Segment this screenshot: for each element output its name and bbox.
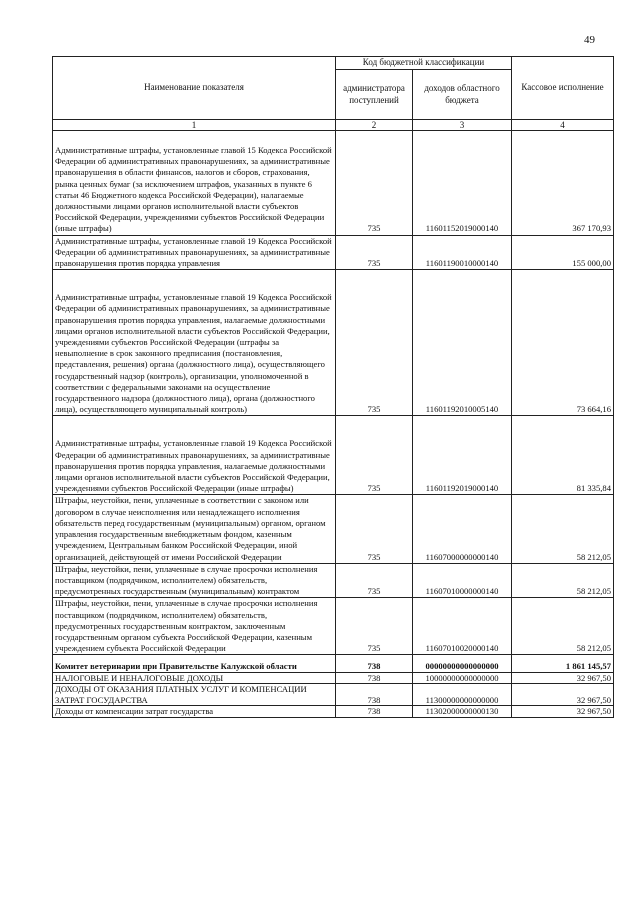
row-amount: 32 967,50 bbox=[512, 672, 614, 684]
row-admin-code: 738 bbox=[336, 706, 413, 718]
row-admin-code: 735 bbox=[336, 235, 413, 270]
table-row bbox=[53, 131, 614, 236]
row-name: Комитет ветеринарии при Правительстве Калужской области bbox=[53, 655, 336, 673]
column-number-4: 4 bbox=[512, 120, 614, 131]
row-admin-code: 735 bbox=[336, 270, 413, 416]
table-row bbox=[53, 684, 614, 706]
row-admin-code: 738 bbox=[336, 684, 413, 706]
table-row bbox=[53, 495, 614, 563]
column-number-3: 3 bbox=[413, 120, 512, 131]
row-admin-code: 735 bbox=[336, 598, 413, 655]
table-row bbox=[53, 563, 614, 598]
row-amount: 32 967,50 bbox=[512, 706, 614, 718]
row-name: Доходы от компенсации затрат государства bbox=[53, 706, 336, 718]
header-admin-column: администратора поступлений bbox=[336, 70, 413, 120]
page-number: 49 bbox=[584, 34, 595, 46]
table-row bbox=[53, 270, 614, 416]
column-number-2: 2 bbox=[336, 120, 413, 131]
row-amount: 367 170,93 bbox=[512, 131, 614, 236]
row-admin-code: 735 bbox=[336, 563, 413, 598]
table-row bbox=[53, 706, 614, 718]
row-name: Административные штрафы, установленные главой 19 Кодекса Российской Федерации об административных правонарушениях, за административные правонарушения против порядка управления bbox=[53, 235, 336, 270]
row-admin-code: 735 bbox=[336, 416, 413, 495]
row-amount: 81 335,84 bbox=[512, 416, 614, 495]
row-name: Штрафы, неустойки, пени, уплаченные в соответствии с законом или договором в случае неисполнения или ненадлежащего исполнения обязательств перед государственным (муниципальным) органом, органом управления государственным внебюджетным фондом, казенным учреждением, Центральным банком Российской Федерации, иной организацией, действующей от имени Российской Федерации bbox=[53, 495, 336, 563]
row-amount: 155 000,00 bbox=[512, 235, 614, 270]
table-row bbox=[53, 672, 614, 684]
row-income-code: 11601190010000140 bbox=[413, 235, 512, 270]
row-amount: 58 212,05 bbox=[512, 563, 614, 598]
row-income-code: 11607010000000140 bbox=[413, 563, 512, 598]
row-name: ДОХОДЫ ОТ ОКАЗАНИЯ ПЛАТНЫХ УСЛУГ И КОМПЕНСАЦИИ ЗАТРАТ ГОСУДАРСТВА bbox=[53, 684, 336, 706]
row-income-code: 11601192010005140 bbox=[413, 270, 512, 416]
row-name: Административные штрафы, установленные главой 19 Кодекса Российской Федерации об административных правонарушениях, за административные правонарушения против порядка управления, налагаемые должностными лицами органов исполнительной власти субъектов Российской Федерации, учреждениями субъектов Российской Федерации (штрафы за невыполнение в срок законного предписания (постановления, представления, решения) органа (должностного лица), осуществляющего государственный надзор (контроль), организации, уполномоченной в соответствии с федеральными законами на осуществление государственного надзора (должностного лица), органа (должностного лица), осуществляющего муниципальный контроль) bbox=[53, 270, 336, 416]
table-row bbox=[53, 416, 614, 495]
row-name: НАЛОГОВЫЕ И НЕНАЛОГОВЫЕ ДОХОДЫ bbox=[53, 672, 336, 684]
row-income-code: 11302000000000130 bbox=[413, 706, 512, 718]
row-amount: 73 664,16 bbox=[512, 270, 614, 416]
row-income-code: 10000000000000000 bbox=[413, 672, 512, 684]
table-row bbox=[53, 235, 614, 270]
row-name: Административные штрафы, установленные главой 15 Кодекса Российской Федерации об административных правонарушениях, за административные правонарушения в области финансов, налогов и сборов, страхования, рынка ценных бумаг (за исключением штрафов, указанных в пункте 6 статьи 46 Бюджетного кодекса Российской Федерации), налагаемые должностными лицами органов исполнительной власти субъектов Российской Федерации, учреждениями субъектов Российской Федерации (иные штрафы) bbox=[53, 131, 336, 236]
row-income-code: 00000000000000000 bbox=[413, 655, 512, 673]
header-cash-execution: Кассовое исполнение bbox=[512, 57, 614, 120]
row-name: Административные штрафы, установленные главой 19 Кодекса Российской Федерации об административных правонарушениях, за административные правонарушения против порядка управления, налагаемые должностными лицами органов исполнительной власти субъектов Российской Федерации, учреждениями субъектов Российской Федерации (иные штрафы) bbox=[53, 416, 336, 495]
row-amount: 58 212,05 bbox=[512, 495, 614, 563]
table-row bbox=[53, 598, 614, 655]
row-income-code: 11607000000000140 bbox=[413, 495, 512, 563]
row-admin-code: 738 bbox=[336, 672, 413, 684]
row-name: Штрафы, неустойки, пени, уплаченные в случае просрочки исполнения поставщиком (подрядчиком, исполнителем) обязательств, предусмотренных государственным (муниципальным) контрактом bbox=[53, 563, 336, 598]
row-income-code: 11601152019000140 bbox=[413, 131, 512, 236]
header-income-column: доходов областного бюджета bbox=[413, 70, 512, 120]
header-classification-group: Код бюджетной классификации bbox=[336, 57, 512, 70]
column-number-1: 1 bbox=[53, 120, 336, 131]
budget-execution-table bbox=[52, 56, 614, 718]
row-amount: 1 861 145,57 bbox=[512, 655, 614, 673]
row-amount: 32 967,50 bbox=[512, 684, 614, 706]
row-name: Штрафы, неустойки, пени, уплаченные в случае просрочки исполнения поставщиком (подрядчиком, исполнителем) обязательств, предусмотренных государственным контрактом, заключенным государственным органом субъекта Российской Федерации, казенным учреждением субъекта Российской Федерации bbox=[53, 598, 336, 655]
row-income-code: 11601192019000140 bbox=[413, 416, 512, 495]
row-income-code: 11300000000000000 bbox=[413, 684, 512, 706]
row-admin-code: 735 bbox=[336, 495, 413, 563]
row-admin-code: 738 bbox=[336, 655, 413, 673]
row-income-code: 11607010020000140 bbox=[413, 598, 512, 655]
row-admin-code: 735 bbox=[336, 131, 413, 236]
table-row-committee-total bbox=[53, 655, 614, 673]
header-name-column: Наименование показателя bbox=[53, 57, 336, 120]
row-amount: 58 212,05 bbox=[512, 598, 614, 655]
